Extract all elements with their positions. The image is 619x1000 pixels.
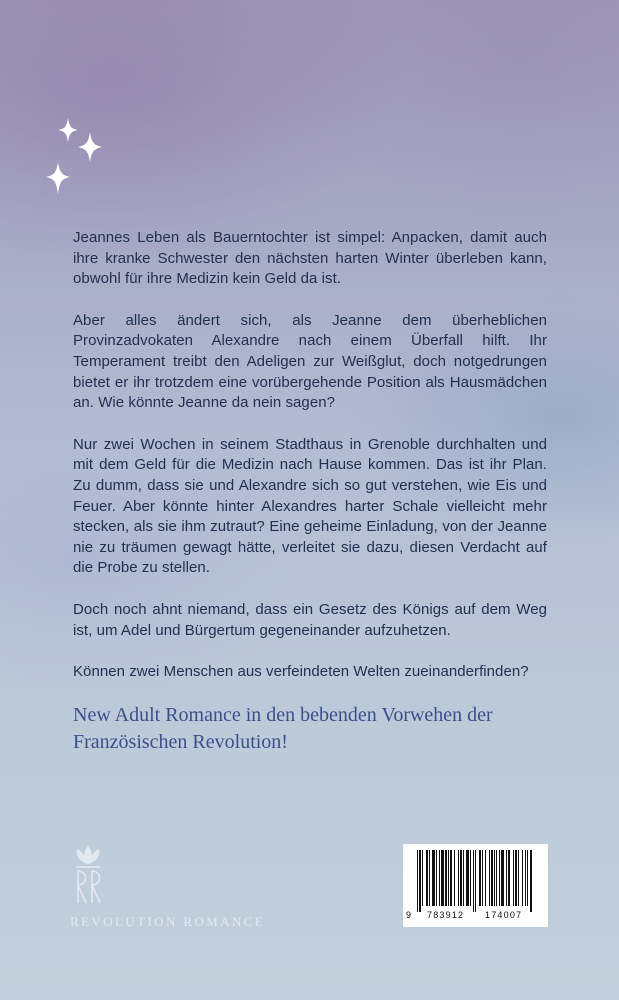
blurb-paragraph-4: Doch noch ahnt niemand, dass ein Gesetz des Königs auf dem Weg ist, um Adel und Bürgertum gegeneinander aufzuhetzen.: [73, 600, 547, 639]
barcode-bar: [489, 850, 490, 906]
barcode-bar: [426, 850, 428, 906]
genre-tagline: [73, 702, 593, 756]
barcode-bar: [508, 850, 510, 906]
barcode-bar: [463, 850, 464, 906]
barcode-first-digit: 9: [406, 910, 413, 920]
barcode-bar: [441, 850, 444, 906]
barcode-bar: [466, 850, 469, 906]
barcode-bar: [419, 850, 421, 912]
blurb-paragraph-1: Jeannes Leben als Bauerntochter ist simpel: Anpacken, damit auch ihre kranke Schwester den nächsten harten Winter überleben kann, obwohl für ihre Medizin kein Geld da ist.: [73, 229, 547, 288]
barcode-bar: [450, 850, 452, 906]
barcode-bar: [473, 850, 474, 912]
tagline-line-2: Französischen Revolution!: [73, 731, 288, 753]
barcode-bar: [506, 850, 507, 906]
barcode-bar: [494, 850, 495, 906]
sparkle-stars-icon: [44, 118, 108, 198]
barcode-bar: [482, 850, 483, 906]
barcode-bar: [522, 850, 523, 906]
barcode-bar: [485, 850, 486, 906]
isbn-barcode: [403, 844, 548, 927]
tagline-line-1: New Adult Romance in den bebenden Vorwehen der: [73, 704, 493, 726]
blurb-paragraph-3: Nur zwei Wochen in seinem Stadthaus in Grenoble durchhalten und mit dem Geld für die Medizin nach Hause kommen. Das ist ihr Plan. Zu dumm, dass sie und Alexandre sich so gut verstehen, wie Eis und Feuer. Aber könnte hinter Alexandres harter Schale vielleicht mehr stecken, als sie ihm zutraut? Eine geheime Einladung, von der Jeanne nie zu träumen gewagt hätte, verleitet sie dazu, diesen Verdacht auf die Probe zu stellen.: [73, 435, 547, 577]
blurb-paragraph-2: Aber alles ändert sich, als Jeanne dem überheblichen Provinzadvokaten Alexandre nach einem Überfall hilft. Ihr Temperament treibt den Adeligen zur Weißglut, doch notgedrungen bietet er ihr trotzdem eine vorübergehende Position als Hausmädchen an. Wie könnte Jeanne da nein sagen?: [73, 311, 547, 412]
barcode-bar: [530, 850, 532, 912]
barcode-bar: [458, 850, 459, 906]
barcode-bar: [417, 850, 418, 912]
barcode-digits-group-2: 174007: [485, 910, 523, 920]
barcode-bar: [491, 850, 493, 906]
fleur-rr-monogram-icon: [66, 845, 110, 909]
barcode-bars: [417, 850, 535, 912]
barcode-bar: [432, 850, 435, 906]
barcode-bar: [527, 850, 528, 906]
barcode-bar: [422, 850, 423, 906]
barcode-bar: [439, 850, 440, 906]
blurb-paragraph-5: Können zwei Menschen aus verfeindeten Welten zueinanderfinden?: [73, 663, 529, 681]
barcode-bar: [499, 850, 500, 906]
barcode-bar: [518, 850, 519, 906]
barcode-bar: [501, 850, 504, 906]
barcode-bar: [479, 850, 481, 906]
barcode-bar: [448, 850, 449, 906]
barcode-bar: [525, 850, 526, 906]
back-cover-blurb: [73, 228, 547, 704]
barcode-bar: [475, 850, 476, 912]
barcode-bar: [496, 850, 497, 906]
barcode-bar: [429, 850, 430, 906]
barcode-bar: [445, 850, 447, 906]
barcode-bar: [436, 850, 437, 906]
barcode-bar: [513, 850, 514, 906]
barcode-bar: [454, 850, 455, 906]
barcode-bar: [460, 850, 462, 906]
barcode-bar: [515, 850, 517, 906]
barcode-digits-group-1: 783912: [427, 910, 465, 920]
barcode-bar: [470, 850, 471, 906]
publisher-name: REVOLUTION ROMANCE: [70, 914, 266, 929]
